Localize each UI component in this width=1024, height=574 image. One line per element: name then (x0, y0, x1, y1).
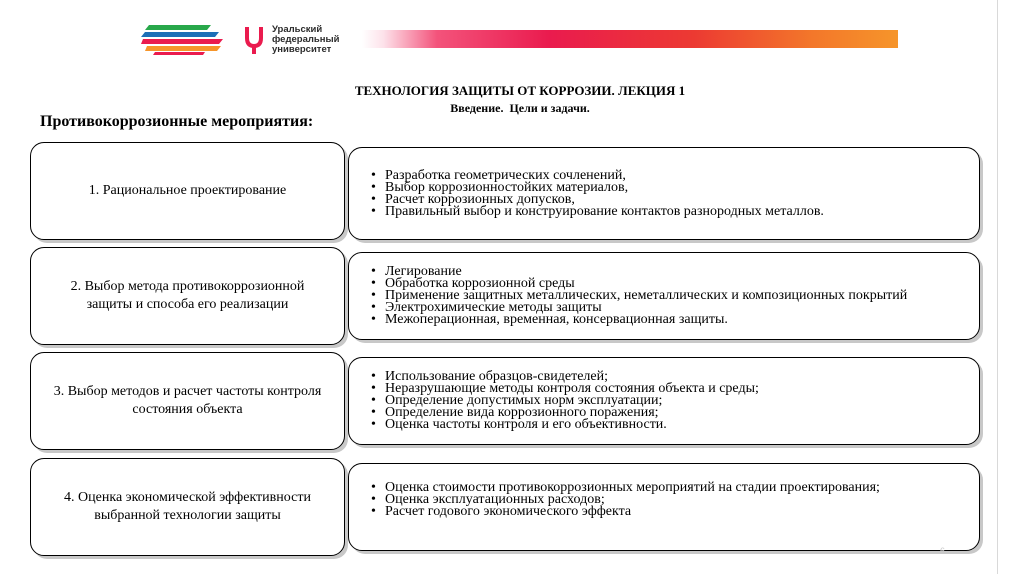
logo-line-1: Уральский (272, 24, 323, 35)
row-2-items-box (348, 252, 980, 340)
list-item: • Выбор коррозионностойких материалов, (371, 182, 969, 194)
row-3-items-list (371, 371, 969, 431)
row-3-items-box (348, 357, 980, 445)
row-2-items-list (371, 266, 969, 326)
logo-text (272, 25, 339, 55)
logo-line-2: федеральный (272, 34, 340, 45)
page-number: 6 (940, 546, 946, 556)
list-item: • Определение допустимых норм эксплуатации; (371, 395, 969, 407)
list-item: • Применение защитных металлических, неметаллических и композиционных покрытий (371, 290, 969, 302)
row-2-category-label: 2. Выбор метода противокоррозионной защиты и способа его реализации (70, 279, 305, 312)
header-gradient-bar (362, 30, 898, 48)
list-item: • Обработка коррозионной среды (371, 278, 969, 290)
row-1-items-list (371, 167, 969, 219)
page-title: ТЕХНОЛОГИЯ ЗАЩИТЫ ОТ КОРРОЗИИ. ЛЕКЦИЯ 1 (354, 83, 686, 98)
logo-stripes-icon (141, 24, 225, 56)
row-4-items-list (371, 482, 969, 518)
list-item: • Расчет годового экономического эффекта (371, 506, 969, 518)
row-3-category-label: 3. Выбор методов и расчет частоты контроля состояния объекта (53, 384, 322, 417)
list-item: • Определение вида коррозионного поражения; (371, 407, 969, 419)
list-item: • Неразрушающие методы контроля состояния объекта и среды; (371, 383, 969, 395)
row-4-category-box (30, 458, 345, 556)
list-item: • Использование образцов-свидетелей; (371, 371, 969, 383)
section-heading: Противокоррозионные мероприятия: (40, 113, 314, 130)
list-item: • Разработка геометрических сочленений, (371, 170, 969, 182)
row-4-category-label: 4. Оценка экономической эффективности выбранной технологии защиты (64, 490, 311, 523)
row-4-items-box (348, 463, 980, 551)
list-item: • Расчет коррозионных допусков, (371, 194, 969, 206)
row-1-category-label: 1. Рациональное проектирование (88, 183, 287, 198)
logo-u-icon (244, 25, 264, 55)
list-item: • Оценка частоты контроля и его объективности. (371, 419, 969, 431)
list-item: • Оценка эксплуатационных расходов; (371, 494, 969, 506)
row-2-category-box (30, 247, 345, 345)
list-item: • Правильный выбор и конструирование контактов разнородных металлов. (371, 206, 969, 218)
list-item: • Электрохимические методы защиты (371, 302, 969, 314)
row-3-category-box (30, 352, 345, 450)
row-1-items-box (348, 147, 980, 240)
subtitle-text: Введение. Цели и задачи. (450, 101, 590, 115)
row-1-category-box (30, 142, 345, 240)
list-item: • Межоперационная, временная, консервационная защиты. (371, 314, 969, 326)
list-item: • Легирование (371, 266, 969, 278)
logo-line-3: университет (272, 44, 332, 55)
list-item: • Оценка стоимости противокоррозионных мероприятий на стадии проектирования; (371, 482, 969, 494)
